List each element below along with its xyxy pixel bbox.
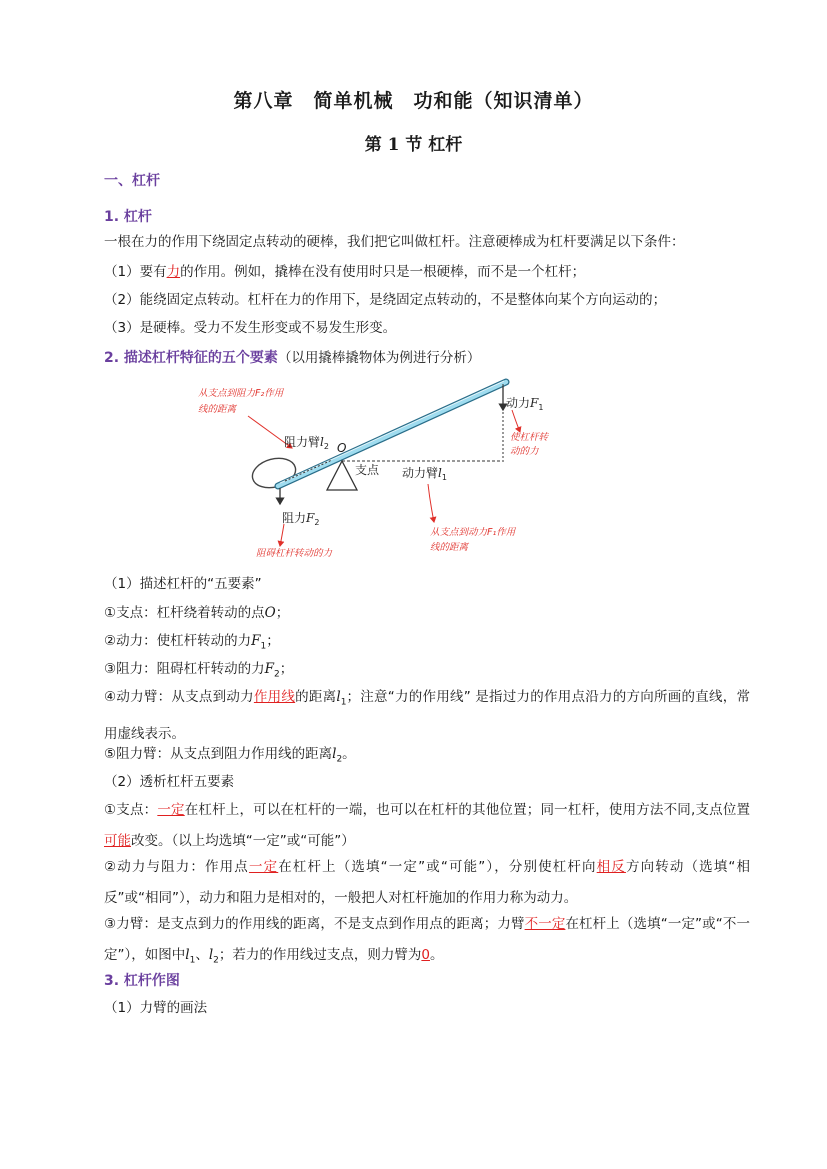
note-effort-arm-2: 线的距离 [430,542,469,553]
element-effort: ②动力：使杠杆转动的力$F_1$； [104,633,280,652]
answer-certain-1: 一定 [157,802,185,818]
answer-certain-2: 一定 [248,859,279,875]
answer-not-certain: 不一定 [524,916,566,932]
heading-lever-drawing: 3. 杠杆作图 [104,973,180,989]
pointer-effort-arm [428,484,434,522]
heading-five-elements: 2. 描述杠杆特征的五个要素（以用撬棒撬物体为例进行分析） [104,350,481,366]
label-effort-arm: 动力臂$l_1$ [402,466,447,482]
rock-shape [249,454,299,492]
five-elements-heading: （1）描述杠杆的“五要素” [104,576,262,592]
note-effort-arm-1: 从支点到动力F₁作用 [430,527,516,538]
label-resistance-arm: 阻力臂$l_2$ [284,435,329,451]
element-resistance-arm: ⑤阻力臂：从支点到阻力作用线的距离$l_2$。 [104,746,356,765]
analysis-heading: （2）透析杠杆五要素 [104,774,235,790]
element-effort-arm: ④动力臂：从支点到动力作用线的距离$l_1$；注意“力的作用线” 是指过力的作用点沿力的方向所画的直线，常用虚线表示。 [104,689,751,742]
note-resistance-arm-2: 线的距离 [198,404,237,415]
pointer-effort [512,410,520,432]
answer-zero: 0 [421,947,430,963]
lever-intro: 一根在力的作用下绕固定点转动的硬棒，我们把它叫做杠杆。注意硬棒成为杠杆要满足以下条件： [104,234,685,250]
arm-drawing-method: （1）力臂的画法 [104,1000,208,1016]
answer-possible: 可能 [104,833,131,849]
label-O: O [337,441,347,455]
heading-note: （以用撬棒撬物体为例进行分析） [277,350,481,366]
note-resistance-arm-1: 从支点到阻力F₂作用 [198,388,284,399]
heading-lever-definition: 1. 杠杆 [104,209,152,225]
analysis-arms: ③力臂：是支点到力的作用线的距离，不是支点到作用点的距离；力臂不一定在杠杆上（选填“一定”或“不一定”），如图中$l_1$、$l_2$；若力的作用线过支点，则力臂为0。 [104,916,750,966]
analysis-fulcrum: ①支点：一定在杠杆上，可以在杠杆的一端，也可以在杠杆的其他位置；同一杠杆，使用方法不同,支点位置可能改变。（以上均选填“一定”或“可能”） [104,802,751,849]
analysis-forces: ②动力与阻力：作用点一定在杠杆上（选填“一定”或“可能”），分别使杠杆向相反方向转动（选填“相反”或“相同”），动力和阻力是相对的，一般把人对杠杆施加的作用力称为动力。 [104,859,751,906]
answer-line-of-action: 作用线 [253,689,296,705]
heading-lever: 一、杠杆 [104,173,160,189]
lever-diagram [190,372,549,572]
note-effort-dir-2: 动的力 [510,446,539,457]
element-resistance: ③阻力：阻碍杠杆转动的力$F_2$； [104,661,294,680]
condition-2: （2）能绕固定点转动。杠杆在力的作用下，是绕固定点转动的，不是整体向某个方向运动的； [104,292,667,308]
label-effort: 动力$F_1$ [506,396,544,412]
note-effort-dir-1: 使杠杆转 [510,432,549,443]
condition-3: （3）是硬棒。受力不发生形变或不易发生形变。 [104,320,397,336]
note-resistance-force: 阻碍杠杆转动的力 [256,548,333,559]
pointer-resistance-force [280,524,284,546]
answer-opposite: 相反 [596,859,626,875]
label-resistance: 阻力$F_2$ [282,511,320,527]
element-fulcrum: ①支点：杠杆绕着转动的点O； [104,605,290,621]
section-title: 第 1 节 杠杆 [364,135,463,155]
page-title: 第八章 简单机械 功和能（知识清单） [233,90,594,112]
condition-1: （1）要有力的作用。例如，撬棒在没有使用时只是一根硬棒，而不是一个杠杆； [104,264,586,280]
lever-bar [278,381,506,486]
label-fulcrum: 支点 [355,463,380,477]
answer-force: 力 [166,264,181,280]
